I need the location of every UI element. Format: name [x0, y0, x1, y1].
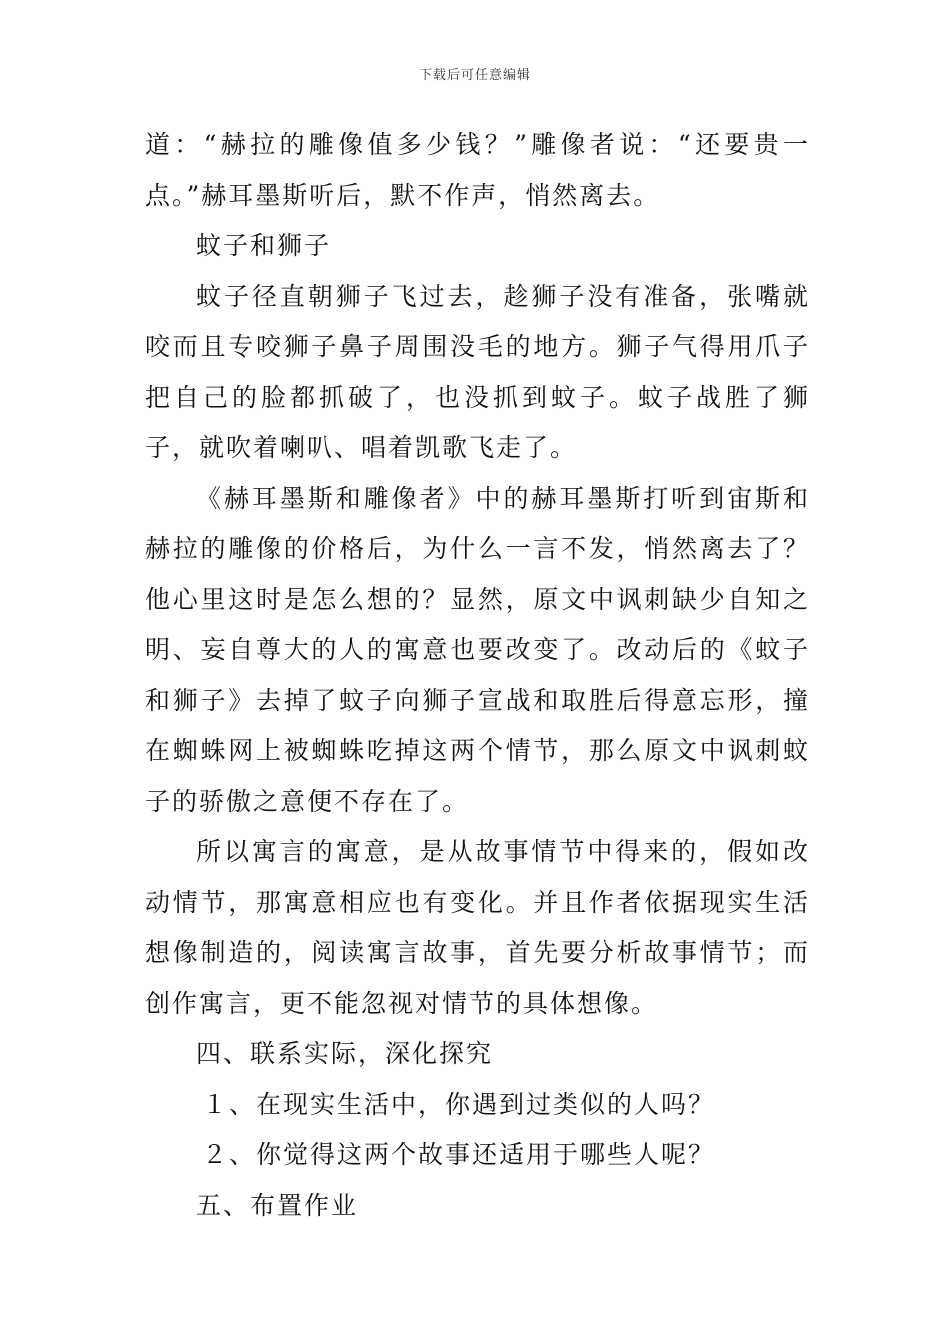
question-2: ２、你觉得这两个故事还适用于哪些人呢？	[202, 1140, 716, 1169]
fable-title-mosquito-and-lion: 蚊子和狮子	[196, 231, 332, 260]
page-header: 下载后可任意编辑	[418, 68, 531, 83]
document-body	[145, 120, 810, 1231]
section-heading-5: 五、布置作业	[196, 1190, 359, 1220]
paragraph-conclusion: 所以寓言的寓意，是从故事情节中得来的，假如改动情节，那寓意相应也有变化。并且作者依据现实生活想像制造的，阅读寓言故事，首先要分析故事情节；而创作寓言，更不能忽视对情节的具体想像。	[145, 837, 810, 1018]
section-heading-4: 四、联系实际，深化探究	[196, 1039, 494, 1068]
paragraph-continuation: 道：“赫拉的雕像值多少钱？”雕像者说：“还要贵一点。”赫耳墨斯听后，默不作声，悄然离去。	[145, 130, 810, 210]
question-1: １、在现实生活中，你遇到过类似的人吗？	[202, 1089, 716, 1119]
paragraph-fable-text: 蚊子径直朝狮子飞过去，趁狮子没有准备，张嘴就咬而且专咬狮子鼻子周围没毛的地方。狮子气得用爪子把自己的脸都抓破了，也没抓到蚊子。蚊子战胜了狮子，就吹着喇叭、唱着凯歌飞走了。	[145, 281, 810, 462]
paragraph-analysis: 《赫耳墨斯和雕像者》中的赫耳墨斯打听到宙斯和赫拉的雕像的价格后，为什么一言不发，悄然离去了？他心里这时是怎么想的？显然，原文中讽刺缺少自知之明、妄自尊大的人的寓意也要改变了。改动后的《蚊子和狮子》去掉了蚊子向狮子宣战和取胜后得意忘形，撞在蜘蛛网上被蜘蛛吃掉这两个情节，那么原文中讽刺蚊子的骄傲之意便不存在了。	[145, 483, 810, 816]
